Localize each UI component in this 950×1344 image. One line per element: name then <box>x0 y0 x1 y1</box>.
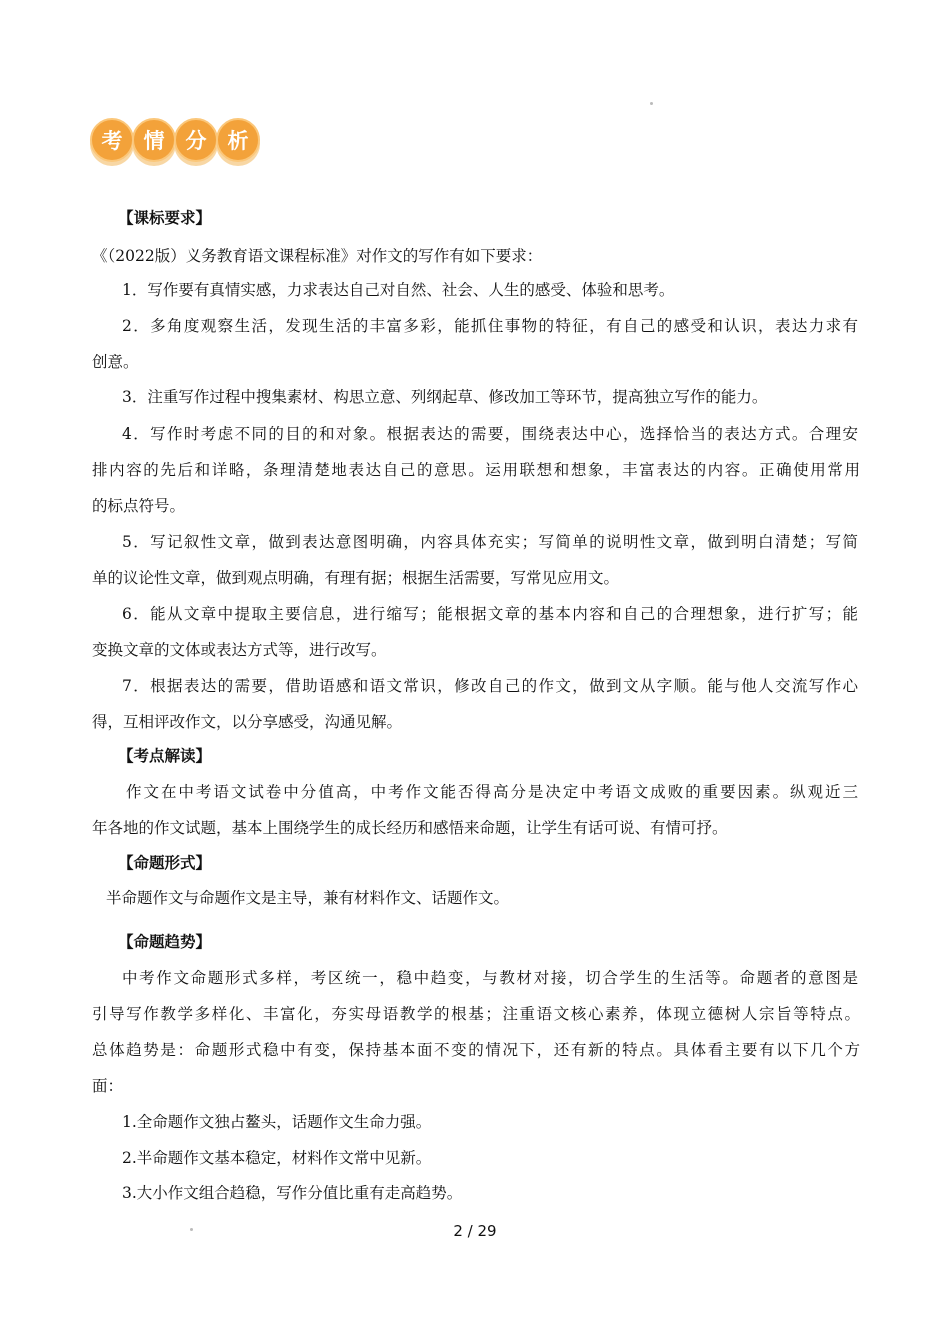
paragraph-line: 《（2022版）义务教育语文课程标准》对作文的写作有如下要求： <box>92 247 543 265</box>
paragraph-line: 面： <box>92 1077 124 1095</box>
speck-dot <box>650 102 653 105</box>
paragraph-line: 4．写作时考虑不同的目的和对象。根据表达的需要，围绕表达中心，选择恰当的表达方式。合理安 <box>122 425 858 443</box>
section-badge <box>90 118 258 166</box>
badge-char: 情 <box>132 118 176 162</box>
paragraph-line: 变换文章的文体或表达方式等，进行改写。 <box>92 641 387 659</box>
paragraph-line: 作文在中考语文试卷中分值高，中考作文能否得高分是决定中考语文成败的重要因素。纵观近三 <box>126 783 858 801</box>
paragraph-line: 3．注重写作过程中搜集素材、构思立意、列纲起草、修改加工等环节，提高独立写作的能力。 <box>122 388 768 406</box>
badge-char: 析 <box>216 118 260 162</box>
paragraph-line: 7．根据表达的需要，借助语感和语文常识，修改自己的作文，做到文从字顺。能与他人交流写作心 <box>122 677 858 695</box>
section-heading: 【考点解读】 <box>118 747 212 765</box>
list-item: 1.全命题作文独占鳌头，话题作文生命力强。 <box>122 1113 432 1131</box>
paragraph-line: 总体趋势是：命题形式稳中有变，保持基本面不变的情况下，还有新的特点。具体看主要有以下几个方 <box>92 1041 860 1059</box>
paragraph-line: 单的议论性文章，做到观点明确，有理有据；根据生活需要，写常见应用文。 <box>92 569 620 587</box>
paragraph-line: 排内容的先后和详略，条理清楚地表达自己的意思。运用联想和想象，丰富表达的内容。正确使用常用 <box>92 461 860 479</box>
list-item: 3.大小作文组合趋稳，写作分值比重有走高趋势。 <box>122 1184 463 1202</box>
paragraph-line: 5．写记叙性文章，做到表达意图明确，内容具体充实；写简单的说明性文章，做到明白清楚；写简 <box>122 533 858 551</box>
paragraph-line: 创意。 <box>92 353 139 371</box>
paragraph-line: 2．多角度观察生活，发现生活的丰富多彩，能抓住事物的特征，有自己的感受和认识，表达力求有 <box>122 317 858 335</box>
paragraph-line: 6．能从文章中提取主要信息，进行缩写；能根据文章的基本内容和自己的合理想象，进行扩写；能 <box>122 605 858 623</box>
list-item: 2.半命题作文基本稳定，材料作文常中见新。 <box>122 1149 432 1167</box>
paragraph-line: 年各地的作文试题，基本上围绕学生的成长经历和感悟来命题，让学生有话可说、有情可抒。 <box>92 819 728 837</box>
paragraph-line: 引导写作教学多样化、丰富化，夯实母语教学的根基；注重语文核心素养，体现立德树人宗旨等特点。 <box>92 1005 860 1023</box>
paragraph-line: 半命题作文与命题作文是主导，兼有材料作文、话题作文。 <box>106 889 510 907</box>
section-heading: 【课标要求】 <box>118 209 212 227</box>
section-heading: 【命题趋势】 <box>118 933 212 951</box>
badge-char: 分 <box>174 118 218 162</box>
badge-char: 考 <box>90 118 134 162</box>
paragraph-line: 的标点符号。 <box>92 497 186 515</box>
paragraph-line: 得，互相评改作文，以分享感受，沟通见解。 <box>92 713 403 731</box>
section-heading: 【命题形式】 <box>118 854 212 872</box>
paragraph-line: 中考作文命题形式多样，考区统一，稳中趋变，与教材对接，切合学生的生活等。命题者的意图是 <box>122 969 858 987</box>
page-number: 2 / 29 <box>453 1222 497 1240</box>
paragraph-line: 1．写作要有真情实感，力求表达自己对自然、社会、人生的感受、体验和思考。 <box>122 281 675 299</box>
